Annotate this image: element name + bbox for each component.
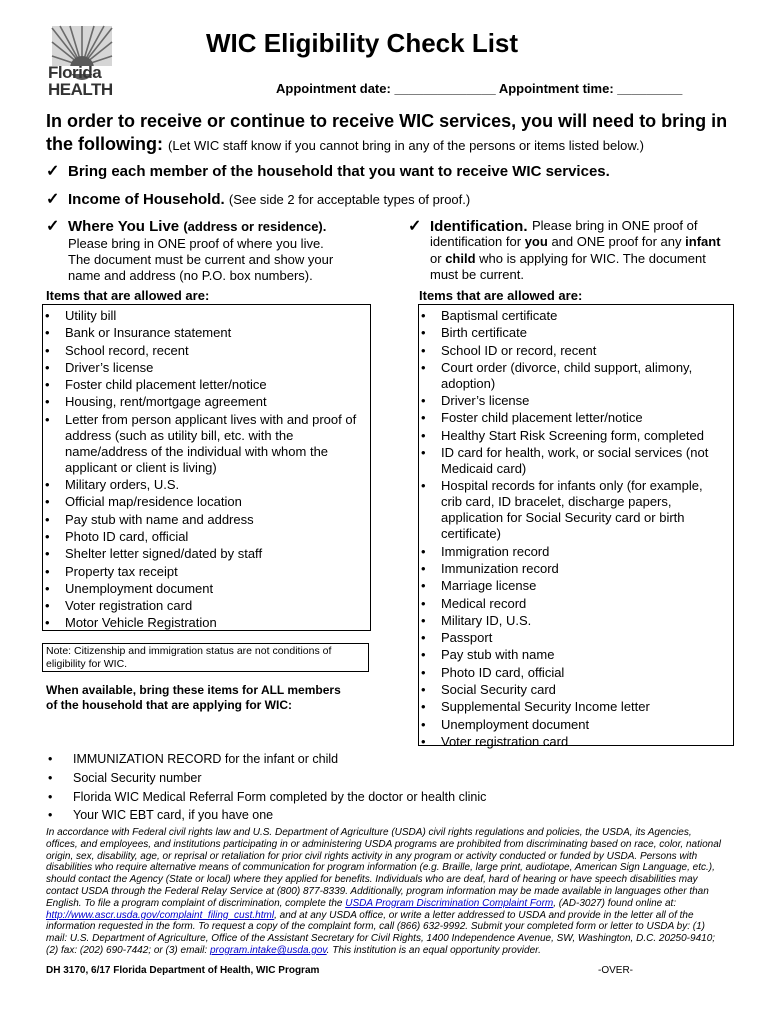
bring-all-list-container — [46, 750, 606, 825]
legal-text: . This institution is an equal opportunity provider. — [326, 944, 541, 956]
identification-items-header: Items that are allowed are: — [419, 288, 583, 303]
identification-items-box — [418, 304, 734, 749]
legal-text: In accordance with Federal civil rights law and U.S. Department of Agriculture (USDA) civil rights regulations and policies, the USDA, its Agencies, offices, and employees, and institutions participating in or administering USDA programs are prohibited from discriminating based on race, color, national origin, sex, disability, age, or reprisal or retaliation for prior civil rights activity in any program or activity conducted or funded by USDA. Persons with disabilities who require alternative means of communication for program information (e.g. Braille, large print, audiotape, American Sign Language, etc.), should contact the Agency (State or local) where they applied for benefits. Individuals who are deaf, hard of hearing or have speech disabilities may contact USDA through the Federal Relay Service at (800) 877-8339. Additionally, program information may be made available in languages other than English. To file a program complaint of discrimination, complete the — [46, 827, 721, 909]
list-item: • Pay stub with name — [419, 647, 727, 663]
identification-description — [430, 218, 730, 284]
list-item: • Military ID, U.S. — [419, 613, 727, 629]
list-item: • Your WIC EBT card, if you have one — [46, 806, 606, 824]
appointment-date-field[interactable]: ______________ — [394, 81, 496, 96]
checkmark-icon: ✓ — [46, 163, 60, 180]
list-item: • Shelter letter signed/dated by staff — [43, 546, 364, 562]
checkmark-icon: ✓ — [46, 218, 60, 235]
list-item: • Photo ID card, official — [419, 665, 727, 681]
list-item: • Utility bill — [43, 308, 364, 324]
list-item: • IMMUNIZATION RECORD for the infant or child — [46, 750, 606, 768]
residence-desc-line: The document must be current and show your — [68, 252, 334, 267]
checkmark-icon: ✓ — [408, 218, 422, 235]
legal-text: , (AD-3027) found online at: — [553, 897, 677, 909]
bring-all-list — [46, 750, 606, 824]
logo-text-health: HEALTH — [48, 80, 113, 99]
list-item: • Healthy Start Risk Screening form, completed — [419, 428, 727, 444]
list-item: • Letter from person applicant lives with and proof of address (such as utility bill, etc. with the name/address of the individual with whom the applicant or client is living) — [43, 412, 364, 476]
list-item: • Unemployment document — [419, 717, 727, 733]
id-desc-you: you — [524, 234, 548, 250]
appointment-time-label: Appointment time: — [498, 81, 614, 96]
residence-items-box — [42, 304, 371, 631]
check-household — [46, 161, 610, 181]
household-text: Bring each member of the household that you want to receive WIC services. — [68, 163, 610, 180]
complaint-url-link[interactable]: http://www.ascr.usda.gov/complaint_filing_cust.html — [46, 909, 275, 921]
id-desc-child: child — [445, 250, 476, 266]
list-item: • Driver’s license — [43, 360, 364, 376]
list-item: • Voter registration card — [43, 598, 364, 614]
list-item: • Foster child placement letter/notice — [419, 410, 727, 426]
list-item: • Birth certificate — [419, 325, 727, 341]
bring-all-line: When available, bring these items for ALL members — [46, 683, 341, 697]
residence-desc-line: Please bring in ONE proof of where you live. — [68, 236, 324, 251]
list-item: • Foster child placement letter/notice — [43, 377, 364, 393]
residence-desc-line: name and address (no P.O. box numbers). — [68, 268, 313, 283]
list-item: • Housing, rent/mortgage agreement — [43, 394, 364, 410]
residence-heading-note: (address or residence). — [183, 219, 327, 234]
appointment-date-label: Appointment date: — [276, 81, 391, 96]
list-item: • Immigration record — [419, 544, 727, 560]
list-item: • Florida WIC Medical Referral Form completed by the doctor or health clinic — [46, 788, 606, 806]
intro-statement — [46, 110, 736, 157]
checkmark-icon: ✓ — [46, 191, 60, 208]
identification-items-list — [419, 308, 727, 750]
bring-all-heading — [46, 683, 341, 713]
list-item: • Social Security card — [419, 682, 727, 698]
id-desc-text: who is applying for WIC. The document must be current. — [430, 250, 706, 283]
list-item: • Hospital records for infants only (for example, crib card, ID bracelet, discharge papers, application for Social Security card or birth certificate) — [419, 478, 727, 542]
list-item: • Passport — [419, 630, 727, 646]
email-link[interactable]: program.intake@usda.gov — [209, 944, 327, 956]
logo-text-florida: Florida — [48, 63, 102, 82]
identification-title: Identification. — [430, 218, 528, 235]
list-item: • Unemployment document — [43, 581, 364, 597]
legal-text: , and at any USDA office, or write a letter addressed to USDA and provide in the letter all of the information requested in the form. To request a copy of the complaint form, call (866) 632-9992. Submit your completed form or letter to USDA by: (1) mail: U.S. Department of Agriculture, Office of the Assistant Secretary for Civil Rights, 1400 Independence Avenue, SW, Washington, D.C. 20250-9410; (2) fax: (202) 690-7442; or (3) email: — [46, 909, 716, 956]
residence-heading — [46, 216, 326, 236]
list-item: • Official map/residence location — [43, 494, 364, 510]
list-item: • Supplemental Security Income letter — [419, 699, 727, 715]
residence-description — [68, 236, 378, 284]
list-item: • School record, recent — [43, 343, 364, 359]
list-item: • Court order (divorce, child support, alimony, adoption) — [419, 360, 727, 392]
residence-title: Where You Live — [68, 218, 180, 235]
complaint-form-link[interactable]: USDA Program Discrimination Complaint Form — [345, 897, 554, 909]
list-item: • School ID or record, recent — [419, 343, 727, 359]
civil-rights-statement — [46, 827, 726, 957]
page-title: WIC Eligibility Check List — [206, 28, 519, 58]
list-item: • Pay stub with name and address — [43, 512, 364, 528]
check-income — [46, 189, 470, 209]
appointment-line — [276, 81, 682, 96]
income-label: Income of Household. — [68, 191, 225, 208]
income-note: (See side 2 for acceptable types of proof.) — [228, 192, 471, 207]
list-item: • Medical record — [419, 596, 727, 612]
list-item: • Immunization record — [419, 561, 727, 577]
list-item: • Military orders, U.S. — [43, 477, 364, 493]
florida-health-logo — [46, 24, 118, 98]
list-item: • Bank or Insurance statement — [43, 325, 364, 341]
citizenship-note: Note: Citizenship and immigration status are not conditions of eligibility for WIC. — [42, 643, 369, 672]
list-item: • ID card for health, work, or social services (not Medicaid card) — [419, 445, 727, 477]
residence-items-list — [43, 308, 364, 631]
list-item: • Motor Vehicle Registration — [43, 615, 364, 631]
id-desc-text: and ONE proof for any — [551, 234, 682, 250]
footer-form-id: DH 3170, 6/17 Florida Department of Health, WIC Program — [46, 965, 320, 976]
id-desc-infant: infant — [685, 234, 721, 250]
residence-items-header: Items that are allowed are: — [46, 288, 210, 303]
id-desc-text: Please bring in ONE proof of identification for — [430, 218, 698, 250]
list-item: • Photo ID card, official — [43, 529, 364, 545]
list-item: • Marriage license — [419, 578, 727, 594]
footer-over: -OVER- — [598, 965, 633, 976]
bring-all-line: of the household that are applying for WIC: — [46, 698, 292, 712]
list-item: • Driver’s license — [419, 393, 727, 409]
intro-note: (Let WIC staff know if you cannot bring in any of the persons or items listed below.) — [168, 138, 644, 153]
intro-text: In order to receive or continue to receive WIC services, you will need to bring in the following: — [46, 111, 728, 154]
appointment-time-field[interactable]: _________ — [617, 81, 683, 96]
list-item: • Property tax receipt — [43, 564, 364, 580]
list-item: • Voter registration card — [419, 734, 727, 750]
id-desc-text: or — [430, 250, 442, 266]
list-item: • Baptismal certificate — [419, 308, 727, 324]
list-item: • Social Security number — [46, 769, 606, 787]
